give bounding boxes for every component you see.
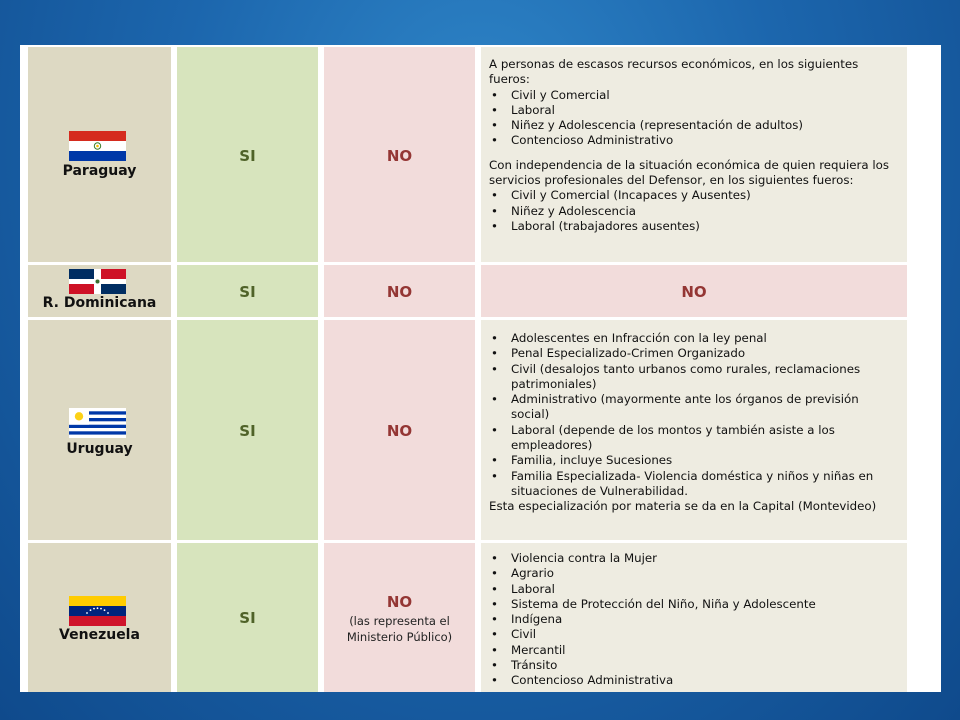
list-item: • Civil	[489, 627, 899, 642]
country-cell	[28, 265, 171, 317]
country-name: Venezuela	[59, 627, 140, 643]
list-item: • Contencioso Administrativa	[489, 673, 899, 688]
table-row-paraguay	[28, 47, 907, 262]
table-row-venezuela	[28, 543, 907, 692]
details-cell	[481, 543, 907, 692]
details-list	[489, 188, 899, 234]
list-item: • Civil (desalojos tanto urbanos como rurales, reclamaciones patrimoniales)	[489, 362, 899, 393]
details-list	[489, 331, 899, 499]
list-item: • Agrario	[489, 566, 899, 581]
no-cell	[324, 265, 475, 317]
no-value: NO	[386, 147, 413, 165]
no-value: NO	[386, 422, 413, 440]
list-item: • Niñez y Adolescencia (representación de adultos)	[489, 118, 899, 133]
details-intro: A personas de escasos recursos económicos, en los siguientes fueros:	[489, 57, 859, 87]
si-value: SI	[239, 147, 256, 165]
list-item: • Mercantil	[489, 643, 899, 658]
dominican-flag-icon	[69, 269, 126, 294]
no-note: (las representa el Ministerio Público)	[346, 614, 453, 644]
list-item: • Laboral	[489, 582, 899, 597]
details-text	[489, 331, 899, 515]
si-cell	[177, 47, 318, 262]
no-cell	[324, 543, 475, 692]
details-cell	[481, 47, 907, 262]
country-name: Paraguay	[62, 163, 137, 179]
si-value: SI	[239, 283, 256, 301]
details-cell	[481, 320, 907, 540]
details-note: Esta especialización por materia se da en la Capital (Montevideo)	[489, 499, 877, 514]
country-cell	[28, 320, 171, 540]
no-cell	[324, 320, 475, 540]
list-item: • Laboral (trabajadores ausentes)	[489, 219, 899, 234]
paraguay-flag-icon	[69, 131, 126, 161]
list-item: • Contencioso Administrativo	[489, 133, 899, 148]
list-item: • Indígena	[489, 612, 899, 627]
si-cell	[177, 543, 318, 692]
table-row-dominicana	[28, 265, 907, 317]
list-item: • Laboral	[489, 103, 899, 118]
si-cell	[177, 320, 318, 540]
si-cell	[177, 265, 318, 317]
country-name: R. Dominicana	[42, 295, 157, 311]
details-intro: Con independencia de la situación económica de quien requiera los servicios profesionales del Defensor, en los siguientes fueros:	[489, 157, 890, 188]
no-value: NO	[386, 593, 413, 611]
list-item: • Civil y Comercial (Incapaces y Ausentes)	[489, 188, 899, 203]
list-item: • Penal Especializado-Crimen Organizado	[489, 346, 899, 361]
uruguay-flag-icon	[69, 408, 126, 438]
list-item: • Tránsito	[489, 658, 899, 673]
no-value: NO	[681, 283, 707, 301]
details-text	[489, 551, 899, 689]
list-item: • Sistema de Protección del Niño, Niña y Adolescente	[489, 597, 899, 612]
no-cell	[324, 47, 475, 262]
si-value: SI	[239, 422, 256, 440]
list-item: • Violencia contra la Mujer	[489, 551, 899, 566]
no-value: NO	[386, 283, 413, 301]
list-item: • Laboral (depende de los montos y también asiste a los empleadores)	[489, 423, 899, 454]
list-item: • Civil y Comercial	[489, 88, 899, 103]
list-item: • Familia Especializada- Violencia doméstica y niños y niñas en situaciones de Vulnerabilidad.	[489, 469, 899, 500]
list-item: • Administrativo (mayormente ante los órganos de previsión social)	[489, 392, 899, 423]
list-item: • Niñez y Adolescencia	[489, 204, 899, 219]
venezuela-flag-icon	[69, 596, 126, 626]
country-name: Uruguay	[66, 441, 133, 457]
table-panel	[20, 45, 941, 692]
country-cell	[28, 47, 171, 262]
details-list	[489, 551, 899, 689]
country-cell	[28, 543, 171, 692]
details-text	[489, 57, 899, 234]
list-item: • Adolescentes en Infracción con la ley penal	[489, 331, 899, 346]
details-cell	[481, 265, 907, 317]
details-list	[489, 88, 899, 149]
list-item: • Familia, incluye Sucesiones	[489, 453, 899, 468]
si-value: SI	[239, 609, 256, 627]
table-row-uruguay	[28, 320, 907, 540]
